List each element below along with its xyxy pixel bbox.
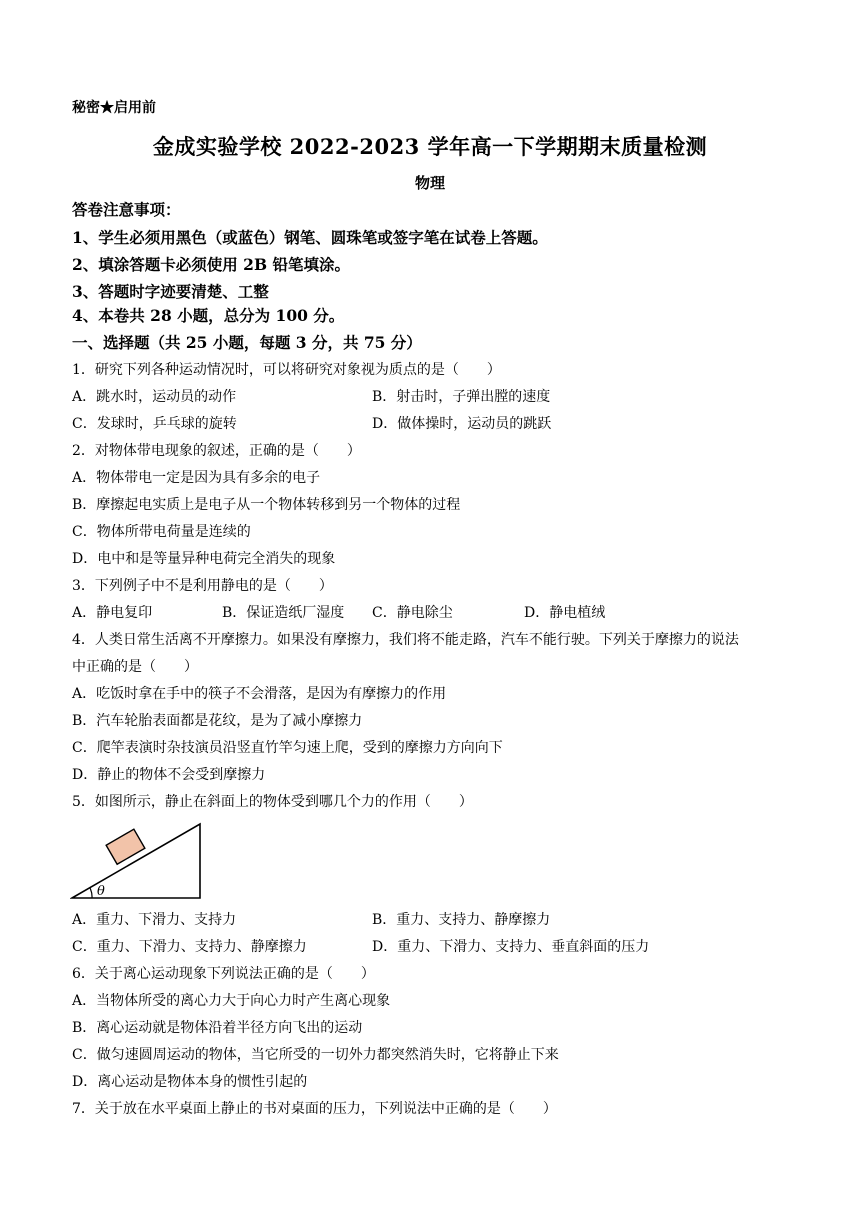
question-7-stem: 7．关于放在水平桌面上静止的书对桌面的压力，下列说法中正确的是（ ）	[72, 1101, 557, 1117]
section-heading: 一、选择题（共 25 小题，每题 3 分，共 75 分）	[72, 333, 422, 352]
question-5-option-c: C．重力、下滑力、支持力、静摩擦力	[72, 939, 307, 955]
question-6-stem: 6．关于离心运动现象下列说法正确的是（ ）	[72, 966, 375, 982]
question-5-option-b: B．重力、支持力、静摩擦力	[372, 912, 551, 928]
question-4-stem-line-2: 中正确的是（ ）	[72, 659, 198, 675]
question-1-option-a: A．跳水时，运动员的动作	[72, 389, 237, 405]
question-2-option-d: D．电中和是等量异种电荷完全消失的现象	[72, 551, 336, 567]
question-3-option-c: C．静电除尘	[372, 605, 453, 621]
question-2-option-a: A．物体带电一定是因为具有多余的电子	[72, 470, 321, 486]
question-5-option-a: A．重力、下滑力、支持力	[72, 912, 237, 928]
question-1-option-c: C．发球时，乒乓球的旋转	[72, 416, 237, 432]
confidential-mark: 秘密★启用前	[72, 100, 156, 116]
question-6-option-a: A．当物体所受的离心力大于向心力时产生离心现象	[72, 993, 391, 1009]
question-4-stem-line-1: 4．人类日常生活离不开摩擦力。如果没有摩擦力，我们将不能走路，汽车不能行驶。下列关于摩擦力的说法	[72, 632, 739, 648]
question-3-option-a: A．静电复印	[72, 605, 153, 621]
notice-item: 1、学生必须用黑色（或蓝色）钢笔、圆珠笔或签字笔在试卷上答题。	[72, 228, 548, 247]
question-5-option-d: D．重力、下滑力、支持力、垂直斜面的压力	[372, 939, 650, 955]
question-1-stem: 1．研究下列各种运动情况时，可以将研究对象视为质点的是（ ）	[72, 362, 501, 378]
question-4-option-b: B．汽车轮胎表面都是花纹，是为了减小摩擦力	[72, 713, 363, 729]
question-3-option-d: D．静电植绒	[524, 605, 606, 621]
question-2-option-c: C．物体所带电荷量是连续的	[72, 524, 251, 540]
notice-item: 2、填涂答题卡必须使用 2B 铅笔填涂。	[72, 255, 350, 274]
subject-label: 物理	[414, 174, 445, 192]
angle-theta-label: θ	[97, 884, 105, 899]
question-6-option-d: D．离心运动是物体本身的惯性引起的	[72, 1074, 308, 1090]
question-3-stem: 3．下列例子中不是利用静电的是（ ）	[72, 578, 333, 594]
question-4-option-a: A．吃饭时拿在手中的筷子不会滑落，是因为有摩擦力的作用	[72, 686, 447, 702]
question-4-option-d: D．静止的物体不会受到摩擦力	[72, 767, 266, 783]
question-1-option-b: B．射击时，子弹出膛的速度	[372, 389, 551, 405]
question-5-stem: 5．如图所示，静止在斜面上的物体受到哪几个力的作用（ ）	[72, 794, 473, 810]
question-6-option-c: C．做匀速圆周运动的物体，当它所受的一切外力都突然消失时，它将静止下来	[72, 1047, 559, 1063]
question-4-option-c: C．爬竿表演时杂技演员沿竖直竹竿匀速上爬，受到的摩擦力方向向下	[72, 740, 503, 756]
question-6-option-b: B．离心运动就是物体沿着半径方向飞出的运动	[72, 1020, 363, 1036]
notice-item: 3、答题时字迹要清楚、工整	[72, 282, 269, 301]
question-2-stem: 2．对物体带电现象的叙述，正确的是（ ）	[72, 443, 361, 459]
incline-diagram	[70, 818, 206, 906]
notice-heading: 答卷注意事项：	[72, 200, 181, 219]
notice-item: 4、本卷共 28 小题，总分为 100 分。	[72, 306, 345, 325]
question-1-option-d: D．做体操时，运动员的跳跃	[372, 416, 552, 432]
question-2-option-b: B．摩擦起电实质上是电子从一个物体转移到另一个物体的过程	[72, 497, 461, 513]
angle-arc	[90, 888, 92, 898]
question-3-option-b: B．保证造纸厂湿度	[222, 605, 345, 621]
exam-title: 金成实验学校 2022-2023 学年高一下学期期末质量检测	[152, 134, 708, 159]
